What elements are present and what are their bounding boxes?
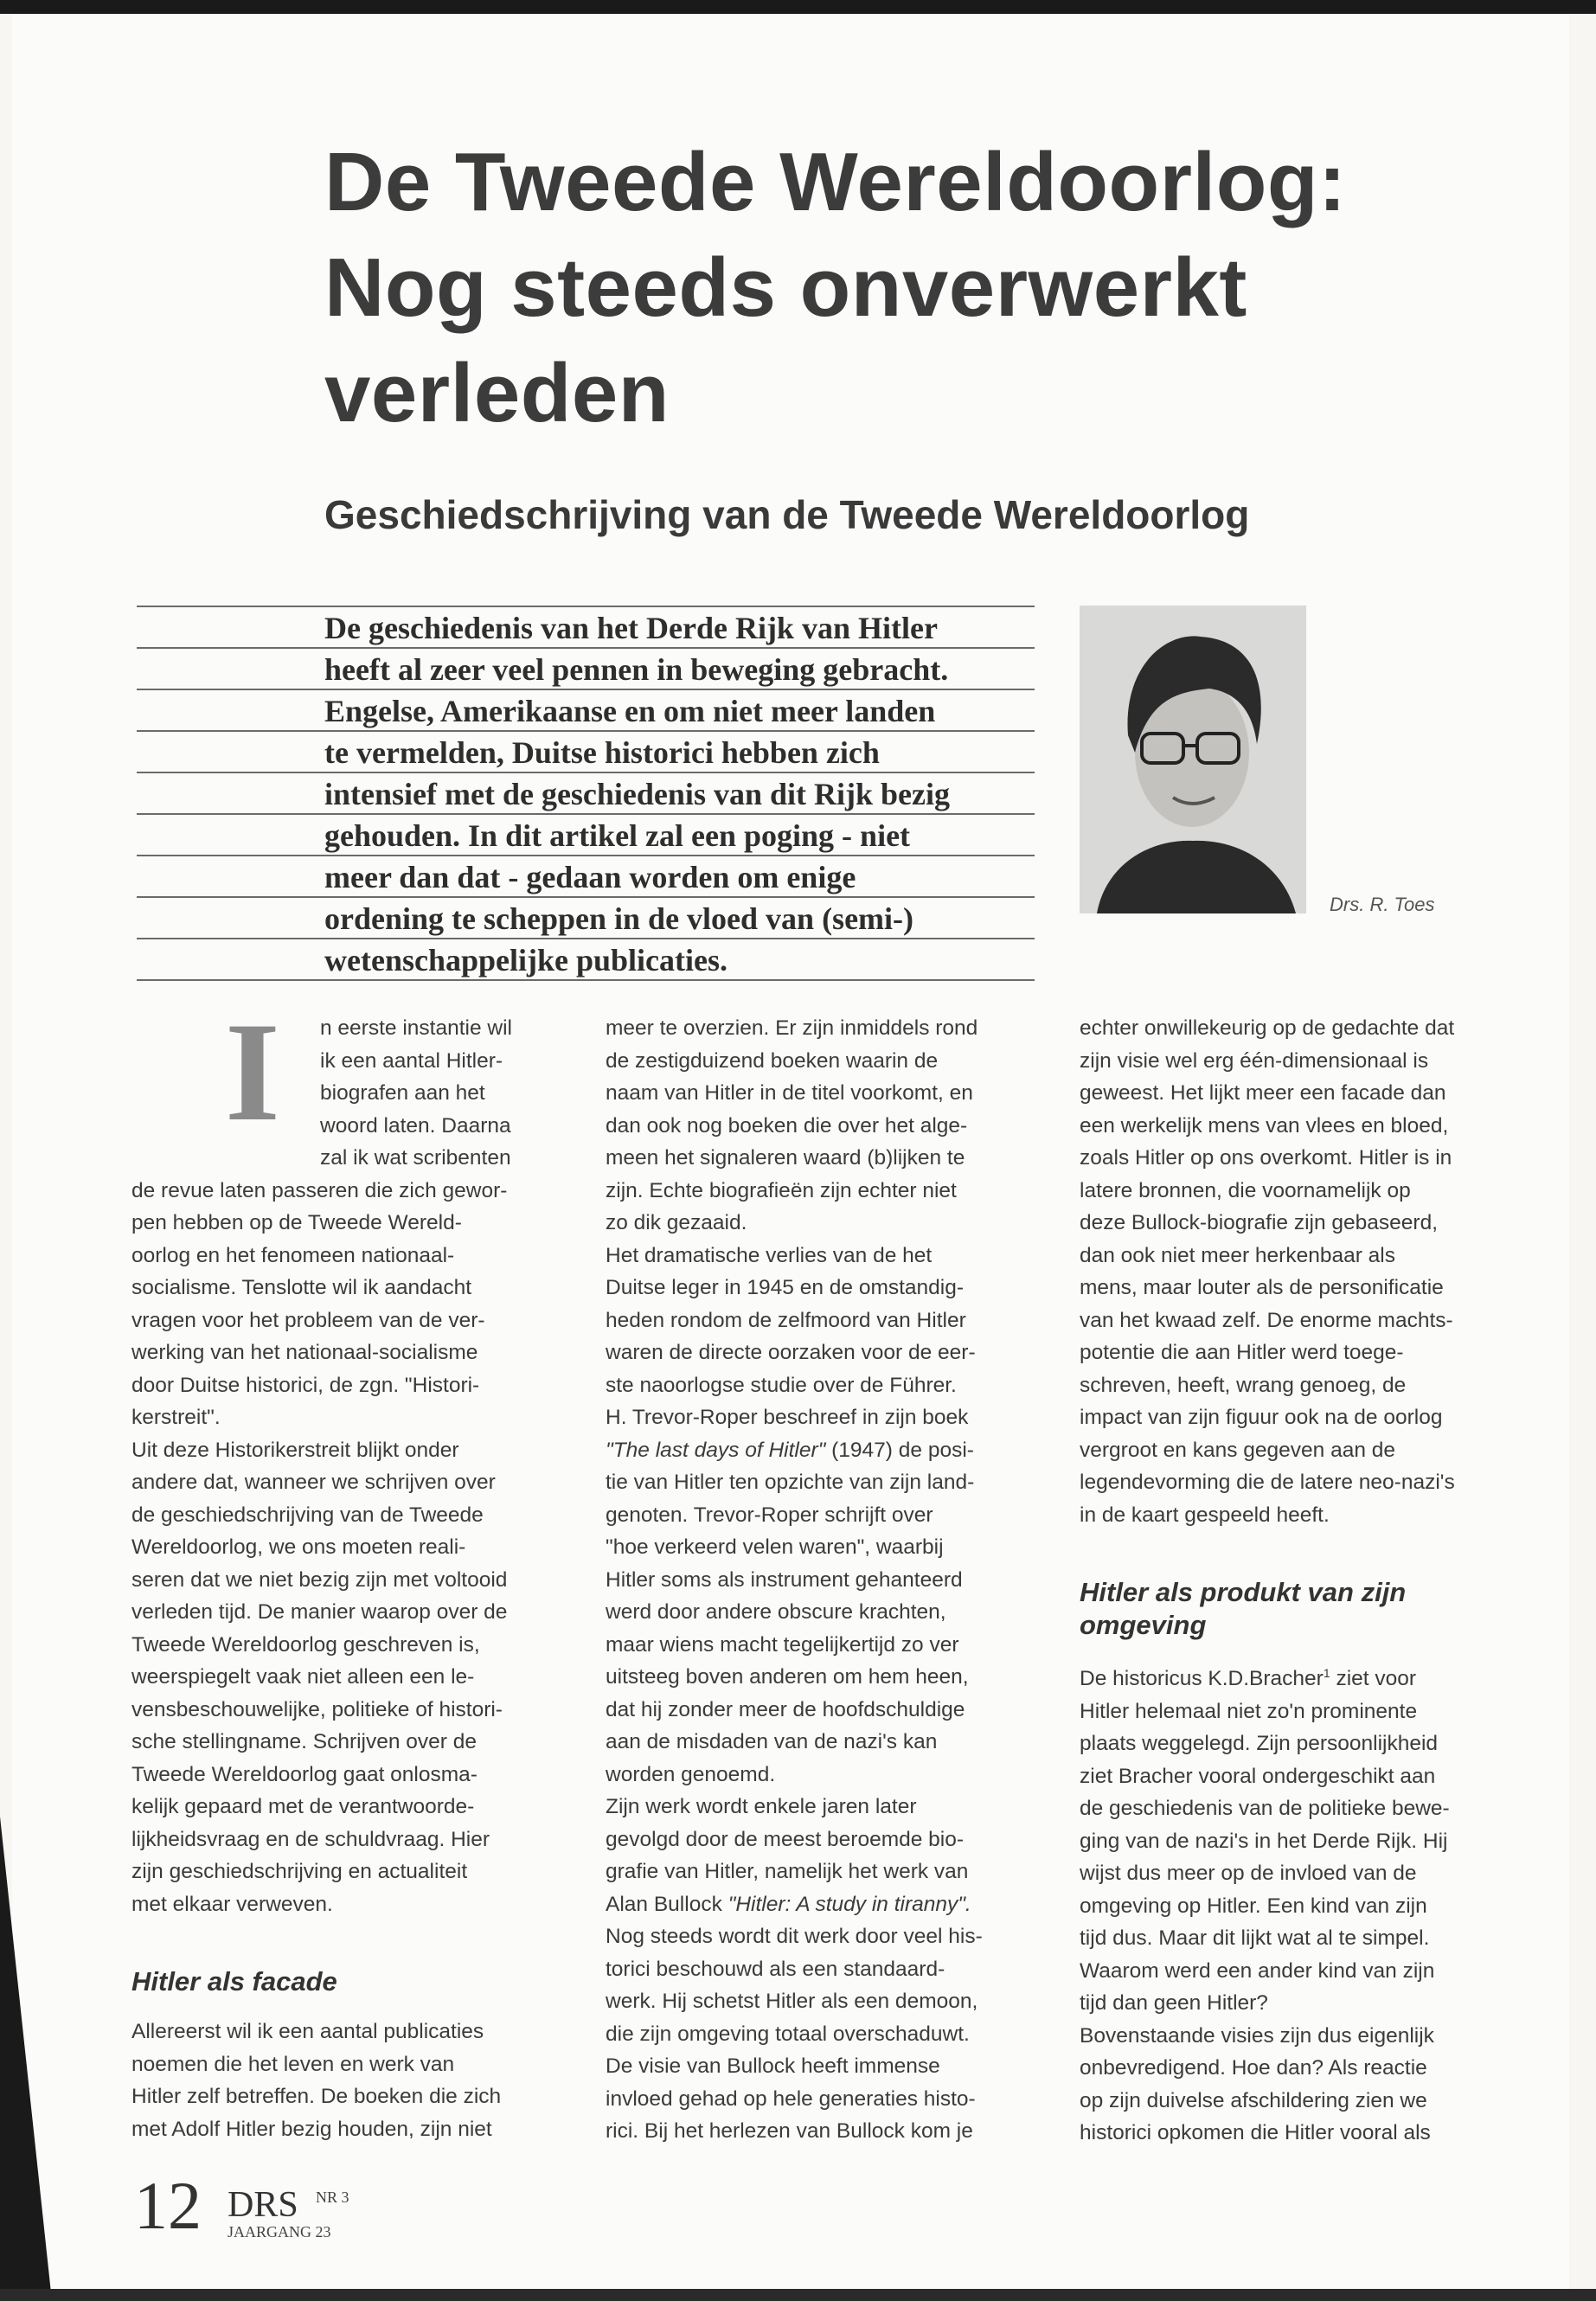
title-line: verleden: [324, 347, 670, 439]
text-line: pen hebben op de Tweede Wereld-: [131, 1211, 462, 1234]
text-line: impact van zijn figuur ook na de oorlog: [1080, 1406, 1443, 1429]
text-line: Hitler helemaal niet zo'n prominente: [1080, 1699, 1418, 1723]
text-line: lijkheidsvraag en de schuldvraag. Hier: [131, 1827, 490, 1851]
text-line: Waarom werd een ander kind van zijn: [1080, 1958, 1435, 1983]
text-line: meen het signaleren waard (b)lijken te: [606, 1146, 965, 1170]
text-line: invloed gehad op hele generaties histo-: [606, 2086, 976, 2111]
text-line: oorlog en het fenomeen nationaal-: [131, 1243, 455, 1267]
text-line: geweest. Het lijkt meer een facade dan: [1080, 1081, 1446, 1105]
text-line: met elkaar verweven.: [131, 1892, 333, 1916]
text-line: maar wiens macht tegelijkertijd zo ver: [606, 1632, 959, 1657]
text-line: van het kwaad zelf. De enorme machts-: [1080, 1308, 1453, 1332]
intro-line: gehouden. In dit artikel zal een poging - niet: [137, 813, 1035, 855]
text-line: noemen die het leven en werk van: [131, 2052, 455, 2076]
text-line: vergroot en kans gegeven aan de: [1080, 1438, 1396, 1462]
text-line: rici. Bij het herlezen van Bullock kom je: [606, 2119, 973, 2143]
book-title: "Hitler: A study in tiranny".: [727, 1892, 971, 1916]
text-line: werking van het nationaal-socialisme: [131, 1341, 478, 1364]
text-line: plaats weggelegd. Zijn persoonlijkheid: [1080, 1732, 1439, 1756]
text-line: dan ook niet meer herkenbaar als: [1080, 1243, 1395, 1267]
body-column-3: [1080, 1012, 1512, 2150]
scan-top-edge: [0, 0, 1596, 14]
text-line: andere dat, wanneer we schrijven over: [131, 1471, 496, 1494]
book-title: "The last days of Hitler": [606, 1438, 826, 1462]
text-line: Tweede Wereldoorlog geschreven is,: [131, 1632, 480, 1657]
text-line: tie van Hitler ten opzichte van zijn land-: [606, 1471, 975, 1494]
text-line: zo dik gezaaid.: [606, 1211, 747, 1234]
text-line: dan ook nog boeken die over het alge-: [606, 1113, 968, 1138]
text-line: Het dramatische verlies van de het: [606, 1243, 933, 1267]
text-line: biografen aan het: [320, 1081, 485, 1105]
intro-lede: [137, 606, 1035, 981]
text-line: "hoe verkeerd velen waren", waarbij: [606, 1535, 944, 1559]
body-column-1: [131, 994, 564, 2145]
author-photo: [1080, 606, 1306, 913]
text-line: door Duitse historici, de zgn. "Histori-: [131, 1373, 480, 1397]
text-line: tijd dus. Maar dit lijkt wat al te simpel.: [1080, 1926, 1430, 1951]
text-line: kelijk gepaard met de verantwoorde-: [131, 1795, 475, 1818]
scan-bottom-edge: [0, 2289, 1596, 2301]
text-line: meer te overzien. Er zijn inmiddels rond: [606, 1016, 978, 1040]
text-line: genoten. Trevor-Roper schrijft over: [606, 1503, 933, 1527]
text-line: ging van de nazi's in het Derde Rijk. Hij: [1080, 1829, 1448, 1853]
text-line: Wereldoorlog, we ons moeten reali-: [131, 1535, 466, 1559]
magazine-name: DRS: [228, 2185, 298, 2225]
text-line: naam van Hitler in de titel voorkomt, en: [606, 1081, 973, 1105]
text-line: dat hij zonder meer de hoofdschuldige: [606, 1697, 965, 1721]
text-line: latere bronnen, die voornamelijk op: [1080, 1178, 1411, 1202]
volume-label: JAARGANG 23: [228, 2223, 331, 2240]
text-line: Alan Bullock "Hitler: A study in tiranny".: [606, 1892, 971, 1916]
text-line: Bovenstaande visies zijn dus eigenlijk: [1080, 2023, 1434, 2048]
article-subtitle: Geschiedschrijving van de Tweede Wereldoorlog: [324, 492, 1250, 537]
intro-line: De geschiedenis van het Derde Rijk van Hitler: [137, 606, 1035, 647]
article-title: [324, 130, 1553, 446]
title-line: De Tweede Wereldoorlog:: [324, 136, 1347, 228]
text-line: werd door andere obscure krachten,: [606, 1600, 946, 1624]
text-line: zal ik wat scribenten: [320, 1146, 511, 1170]
text-line: de revue laten passeren die zich gewor-: [131, 1178, 508, 1202]
text-line: waren de directe oorzaken voor de eer-: [606, 1341, 976, 1364]
drop-cap: I: [225, 994, 280, 1150]
photo-caption: Drs. R. Toes: [1330, 894, 1435, 915]
author-portrait-image: [1080, 606, 1306, 913]
body-column-2: [606, 1012, 1038, 2148]
text-line: Hitler soms als instrument gehanteerd: [606, 1567, 963, 1592]
text-line: aan de misdaden van de nazi's kan: [606, 1730, 938, 1753]
text-line: mens, maar louter als de personificatie: [1080, 1276, 1444, 1299]
text-line: die zijn omgeving totaal overschaduwt.: [606, 2022, 970, 2046]
text-line: worden genoemd.: [606, 1762, 776, 1786]
text-line: echter onwillekeurig op de gedachte dat: [1080, 1016, 1455, 1040]
text-line: de zestigduizend boeken waarin de: [606, 1048, 939, 1073]
text-line: zijn visie wel erg één-dimensionaal is: [1080, 1048, 1429, 1073]
text-line: ste naoorlogse studie over de Führer.: [606, 1373, 957, 1397]
text-line: onbevredigend. Hoe dan? Als reactie: [1080, 2056, 1427, 2080]
title-line: Nog steeds onverwerkt: [324, 241, 1247, 334]
issue-number: NR 3: [316, 2189, 349, 2206]
section-heading: omgeving: [1080, 1610, 1207, 1640]
intro-line: intensief met de geschiedenis van dit Rijk bezig: [137, 772, 1035, 813]
text-line: met Adolf Hitler bezig houden, zijn niet: [131, 2117, 492, 2141]
text-line: grafie van Hitler, namelijk het werk van: [606, 1860, 969, 1883]
text-line: legendevorming die de latere neo-nazi's: [1080, 1471, 1455, 1494]
text-line: de geschiedenis van de politieke bewe-: [1080, 1797, 1450, 1821]
text-line: socialisme. Tenslotte wil ik aandacht: [131, 1276, 472, 1299]
footnote-marker: 1: [1323, 1666, 1330, 1680]
text-line: n eerste instantie wil: [320, 1016, 512, 1040]
text-line: ik een aantal Hitler-: [320, 1048, 503, 1073]
text-line: De visie van Bullock heeft immense: [606, 2054, 940, 2078]
intro-line: meer dan dat - gedaan worden om enige: [137, 855, 1035, 896]
text-line: tijd dan geen Hitler?: [1080, 1991, 1268, 2016]
text-line: Uit deze Historikerstreit blijkt onder: [131, 1438, 459, 1462]
section-heading: Hitler als produkt van zijn: [1080, 1577, 1407, 1607]
text-line: deze Bullock-biografie zijn gebaseerd,: [1080, 1211, 1439, 1234]
text-line: "The last days of Hitler" (1947) de posi-: [606, 1438, 974, 1462]
text-line: de geschiedschrijving van de Tweede: [131, 1503, 484, 1527]
text-line: een werkelijk mens van vlees en bloed,: [1080, 1113, 1449, 1138]
text-line: op zijn duivelse afschildering zien we: [1080, 2088, 1427, 2112]
text-line: vensbeschouwelijke, politieke of histori-: [131, 1697, 503, 1721]
text-line: kerstreit".: [131, 1406, 221, 1429]
text-line: zijn geschiedschrijving en actualiteit: [131, 1860, 468, 1883]
text-line: Tweede Wereldoorlog gaat onlosma-: [131, 1762, 478, 1786]
text-line: in de kaart gespeeld heeft.: [1080, 1503, 1330, 1527]
text-line: uitsteeg boven anderen om hem heen,: [606, 1665, 969, 1689]
section-heading: Hitler als facade: [131, 1966, 337, 1997]
text-line: weerspiegelt vaak niet alleen een le-: [131, 1665, 475, 1689]
text-line: historici opkomen die Hitler vooral als: [1080, 2121, 1431, 2145]
text-line: Allereerst wil ik een aantal publicaties: [131, 2020, 484, 2043]
text-line: zoals Hitler op ons overkomt. Hitler is in: [1080, 1146, 1452, 1170]
intro-line: heeft al zeer veel pennen in beweging gebracht.: [137, 647, 1035, 689]
intro-line: Engelse, Amerikaanse en om niet meer landen: [137, 689, 1035, 730]
text-line: ziet Bracher vooral ondergeschikt aan: [1080, 1764, 1436, 1788]
text-line: schreven, heeft, wrang genoeg, de: [1080, 1373, 1407, 1397]
intro-line: te vermelden, Duitse historici hebben zich: [137, 730, 1035, 772]
text-line: seren dat we niet bezig zijn met voltooid: [131, 1567, 508, 1592]
text-line: werk. Hij schetst Hitler als een demoon,: [606, 1990, 978, 2013]
text-line: Zijn werk wordt enkele jaren later: [606, 1795, 917, 1818]
text-line: Nog steeds wordt dit werk door veel his-: [606, 1925, 983, 1948]
text-line: gevolgd door de meest beroemde bio-: [606, 1827, 965, 1851]
text-line: potentie die aan Hitler werd toege-: [1080, 1341, 1404, 1364]
text-line: Hitler zelf betreffen. De boeken die zich: [131, 2085, 502, 2108]
page-number: 12: [134, 2168, 202, 2243]
text-line: torici beschouwd als een standaard-: [606, 1957, 945, 1981]
text-line: woord laten. Daarna: [320, 1113, 511, 1138]
text-line: heden rondom de zelfmoord van Hitler: [606, 1308, 966, 1332]
scan-corner-shadow: [0, 1817, 52, 2301]
intro-line: ordening te scheppen in de vloed van (semi-): [137, 896, 1035, 938]
intro-line: wetenschappelijke publicaties.: [137, 938, 1035, 981]
text-line: zijn. Echte biografieën zijn echter niet: [606, 1178, 957, 1202]
text-line: vragen voor het probleem van de ver-: [131, 1308, 485, 1332]
text-line: wijst dus meer op de invloed van de: [1080, 1862, 1417, 1886]
text-line: verleden tijd. De manier waarop over de: [131, 1600, 508, 1624]
text-line: omgeving op Hitler. Een kind van zijn: [1080, 1894, 1427, 1918]
text-line: H. Trevor-Roper beschreef in zijn boek: [606, 1406, 969, 1429]
text-line: sche stellingname. Schrijven over de: [131, 1730, 478, 1753]
text-line: Duitse leger in 1945 en de omstandig-: [606, 1276, 965, 1299]
text-line: De historicus K.D.Bracher$^1$ ziet voor: [1080, 1666, 1417, 1691]
